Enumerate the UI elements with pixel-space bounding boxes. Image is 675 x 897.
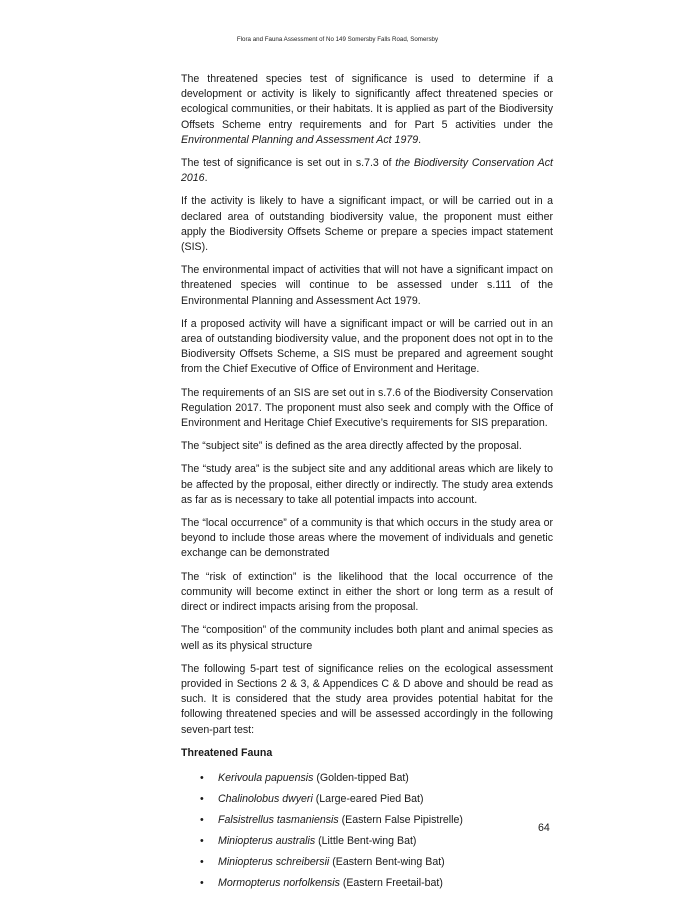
paragraph-sis-required: If a proposed activity will have a significant impact or will be carried out in an area of outstanding biodiversity value, and the proponent does not opt in to the Biodiversity Offsets Scheme, a SIS must be prepared and agreement sought from the Chief Executive of Office of Environment and Heritage. xyxy=(181,317,553,376)
paragraph-five-part-test: The following 5-part test of significance relies on the ecological assessment provided in Sections 2 & 3, & Appendices C & D above and should be read as such. It is considered that the study area provides potential habitat for the following threatened species and will be assessed accordingly in the following seven-part test: xyxy=(181,662,553,736)
paragraph-sis-requirements: The requirements of an SIS are set out in s.7.6 of the Biodiversity Conservation Regulation 2017. The proponent must also seek and comply with the Office of Environment and Heritage Chief Executive’s requirements for SIS preparation. xyxy=(181,386,553,430)
species-scientific-name: Kerivoula papuensis xyxy=(218,771,314,784)
paragraph-italic: the Biodiversity Conservation Act 2016 xyxy=(181,157,553,185)
page-number: 64 xyxy=(538,822,550,834)
species-scientific-name: Chalinolobus dwyeri xyxy=(218,792,313,805)
paragraph-environmental-impact: The environmental impact of activities that will not have a significant impact on threatened species will continue to be assessed under s.111 of the Environmental Planning and Assessment Act 1979. xyxy=(181,264,553,307)
list-item xyxy=(181,876,553,891)
species-common-name: (Little Bent-wing Bat) xyxy=(315,834,417,847)
bullet-icon: • xyxy=(200,792,204,805)
paragraph-test-of-significance xyxy=(181,72,553,148)
species-common-name: (Eastern False Pipistrelle) xyxy=(338,813,463,826)
species-common-name: (Eastern Freetail-bat) xyxy=(339,876,443,889)
bullet-icon: • xyxy=(200,813,204,826)
bullet-icon: • xyxy=(200,834,204,847)
species-common-name: (Golden-tipped Bat) xyxy=(313,771,409,784)
species-scientific-name: Mormopterus norfolkensis xyxy=(218,876,340,889)
paragraph-text: The test of significance is set out in s.7.3 of xyxy=(181,157,396,170)
paragraph-risk-of-extinction: The “risk of extinction” is the likelihood that the local occurrence of the community will become extinct in either the short or long term as a result of direct or indirect impacts arising from the proposal. xyxy=(181,570,553,614)
list-item xyxy=(181,792,553,807)
threatened-fauna-heading: Threatened Fauna xyxy=(181,746,273,759)
bullet-icon: • xyxy=(200,771,204,784)
paragraph-text-end: . xyxy=(418,133,422,146)
list-item xyxy=(181,813,553,828)
bullet-icon: • xyxy=(200,855,204,868)
paragraph-local-occurrence: The “local occurrence” of a community is that which occurs in the study area or beyond to include those areas where the movement of individuals and genetic exchange can be demonstrated xyxy=(181,517,553,560)
species-scientific-name: Miniopterus australis xyxy=(218,834,316,847)
paragraph-text: The threatened species test of significance is used to determine if a development or activity is likely to significantly affect threatened species or ecological communities, or their habitats. It is applied as part of the Biodiversity Offsets Scheme entry requirements and for Part 5 activities under the xyxy=(181,73,553,131)
page-header: Flora and Fauna Assessment of No 149 Somersby Falls Road, Somersby xyxy=(236,36,439,43)
paragraph-section-reference xyxy=(181,156,553,186)
paragraph-italic: Environmental Planning and Assessment Act 1979 xyxy=(181,133,419,146)
paragraph-text-end: . xyxy=(204,172,208,185)
species-scientific-name: Falsistrellus tasmaniensis xyxy=(218,813,339,826)
species-common-name: (Large-eared Pied Bat) xyxy=(312,792,424,805)
bullet-icon: • xyxy=(200,876,204,889)
list-item xyxy=(181,834,553,849)
document-body xyxy=(181,72,553,897)
list-item xyxy=(181,771,553,786)
paragraph-study-area: The “study area” is the subject site and any additional areas which are likely to be affected by the proposal, either directly or indirectly. The study area extends as far as is necessary to take all potential impacts into account. xyxy=(181,463,553,506)
paragraph-significant-impact: If the activity is likely to have a significant impact, or will be carried out in a declared area of outstanding biodiversity value, the proponent must either apply the Biodiversity Offsets Scheme or prepare a species impact statement (SIS). xyxy=(181,195,553,254)
paragraph-subject-site: The “subject site” is defined as the area directly affected by the proposal. xyxy=(181,440,522,453)
species-scientific-name: Miniopterus schreibersii xyxy=(218,855,330,868)
list-item xyxy=(181,855,553,870)
species-common-name: (Eastern Bent-wing Bat) xyxy=(329,855,445,868)
paragraph-composition: The “composition” of the community includes both plant and animal species as well as its physical structure xyxy=(181,624,553,652)
